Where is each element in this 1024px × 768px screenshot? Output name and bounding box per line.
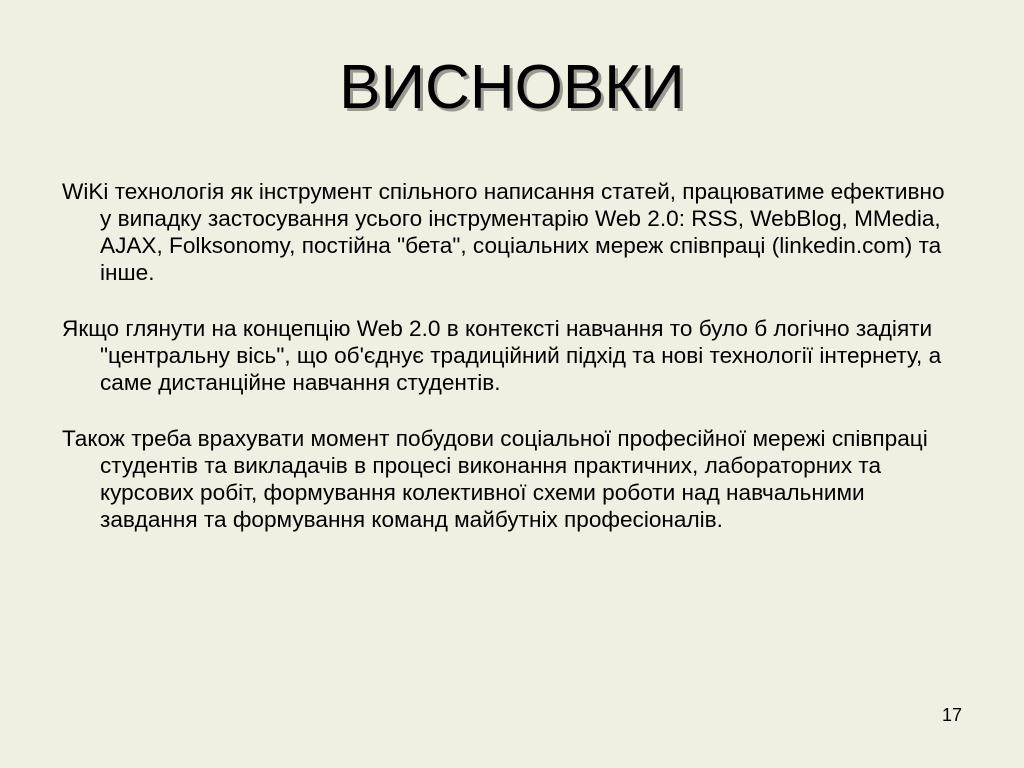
paragraph-web20-learning: Якщо глянути на концепцію Web 2.0 в контексті навчання то було б логічно задіяти "центральну вісь", що об'єднує традиційний підхід та нові технології інтернету, а саме дистанційне навчання студентів. xyxy=(62,316,942,395)
paragraph-social-network: Також треба врахувати момент побудови соціальної професійної мережі співпраці студентів та викладачів в процесі виконання практичних, лабораторних та курсових робіт, формування колективної схеми роботи над навчальними завдання та формування команд майбутніх професіоналів. xyxy=(62,426,928,532)
page-number: 17 xyxy=(941,705,962,725)
slide-title: ВИСНОВКИ xyxy=(339,53,685,122)
paragraph-wiki: WiKi технологія як інструмент спільного написання статей, працюватиме ефективно у випадку застосування усього інструментарію Web 2.0: RSS, WebBlog, MMedia, AJAX, Folksonomy, постійна "бета", соціальних мереж співпраці (linkedin.com) та інше. xyxy=(62,179,945,285)
slide-body xyxy=(62,178,962,562)
